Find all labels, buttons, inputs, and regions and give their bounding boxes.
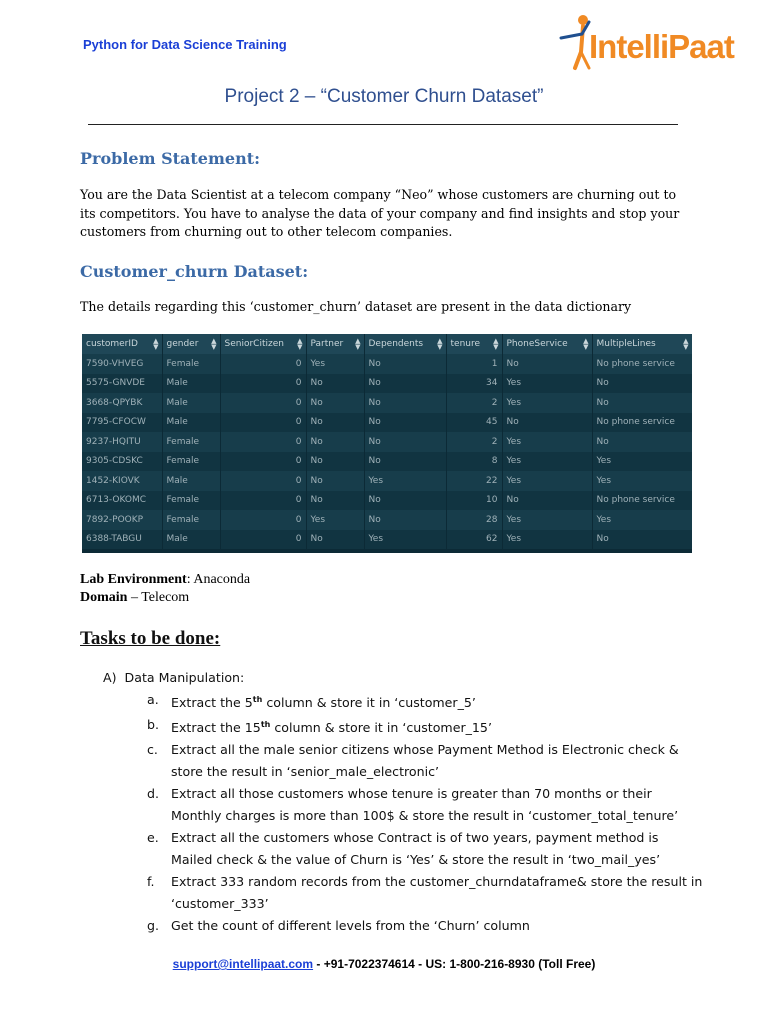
table-cell: Male [162, 471, 220, 491]
task-label: a. [147, 692, 159, 707]
sort-icon[interactable]: ▲ ▼ [211, 337, 217, 351]
table-cell: 7795-CFOCW [82, 413, 162, 433]
table-cell: No [364, 491, 446, 511]
table-cell: 1452-KIOVK [82, 471, 162, 491]
task-text [171, 827, 703, 871]
column-header[interactable] [364, 334, 446, 354]
table-cell: Yes [502, 374, 592, 394]
column-header-label: SeniorCitizen [224, 339, 284, 349]
table-cell: No [364, 452, 446, 472]
table-cell: 0 [220, 374, 306, 394]
table-cell: 10 [446, 491, 502, 511]
sort-icon[interactable]: ▲ ▼ [297, 337, 303, 351]
dataset-table [82, 334, 692, 553]
task-text-main: Extract the 15 [171, 720, 261, 736]
table-cell: No [364, 374, 446, 394]
column-header-label: Dependents [368, 339, 424, 349]
table-cell: No [364, 432, 446, 452]
table-cell: No [364, 413, 446, 433]
domain-label: Domain [80, 590, 128, 605]
column-header-label: gender [166, 339, 199, 349]
task-text-main: Get the count of different levels from the ‘Churn’ column [171, 918, 530, 934]
task-item [103, 739, 703, 783]
task-text-rest: column & store it in ‘customer_15’ [270, 720, 492, 736]
task-item [103, 714, 703, 739]
lab-label: Lab Environment [80, 572, 187, 587]
table-cell: 28 [446, 510, 502, 530]
table-row [82, 452, 692, 472]
task-text-main: Extract all those customers whose tenure is greater than 70 months or their Monthly charges is more than 100$ & store the result in ‘customer_total_tenure’ [171, 786, 679, 824]
table-cell: No [502, 491, 592, 511]
task-item [103, 915, 703, 937]
problem-text: You are the Data Scientist at a telecom company “Neo” whose customers are churning out to its competitors. You have to analyse the data of your company and find insights and stop your customers from churning out to other telecom companies. [80, 187, 680, 239]
table-cell: Female [162, 491, 220, 511]
table-cell: Yes [306, 354, 364, 374]
table-row [82, 393, 692, 413]
task-label: b. [147, 717, 159, 733]
task-text [171, 915, 703, 937]
task-label: d. [147, 786, 159, 802]
training-title: Python for Data Science Training [83, 37, 287, 52]
table-cell: 3668-QPYBK [82, 393, 162, 413]
column-header[interactable] [306, 334, 364, 354]
table-row [82, 491, 692, 511]
lab-value: : Anaconda [186, 572, 251, 587]
table-row [82, 432, 692, 452]
column-header[interactable] [502, 334, 592, 354]
domain-value: – Telecom [127, 590, 190, 605]
table-cell: Yes [364, 471, 446, 491]
task-item [103, 827, 703, 871]
table-cell: 6388-TABGU [82, 530, 162, 550]
table-cell: Female [162, 432, 220, 452]
table-cell: Yes [592, 510, 692, 530]
column-header[interactable] [162, 334, 220, 354]
column-header-label: tenure [450, 339, 481, 349]
table-cell: 62 [446, 530, 502, 550]
sort-icon[interactable]: ▲ ▼ [355, 337, 361, 351]
table-cell: No phone service [592, 413, 692, 433]
task-item [103, 689, 703, 714]
task-text [171, 783, 703, 827]
sort-icon[interactable]: ▲ ▼ [153, 337, 159, 351]
dataset-heading: Customer_churn Dataset: [80, 262, 309, 281]
table-cell: 45 [446, 413, 502, 433]
table-cell: 0 [220, 432, 306, 452]
task-text [171, 714, 703, 739]
table-cell: 9237-HQITU [82, 432, 162, 452]
table-cell: Male [162, 393, 220, 413]
table-cell: Yes [502, 510, 592, 530]
table-cell: No [592, 374, 692, 394]
page-title: Project 2 – “Customer Churn Dataset” [224, 86, 544, 107]
table-cell: Yes [364, 530, 446, 550]
table-cell: No [364, 393, 446, 413]
table-cell: 22 [446, 471, 502, 491]
column-header[interactable] [446, 334, 502, 354]
table-cell: 7590-VHVEG [82, 354, 162, 374]
intellipaat-logo [553, 12, 734, 74]
task-text-rest: column & store it in ‘customer_5’ [262, 695, 476, 711]
table-cell: 0 [220, 510, 306, 530]
table-cell: No [306, 452, 364, 472]
table-cell: No phone service [592, 491, 692, 511]
table-cell: No [306, 374, 364, 394]
title-divider [88, 124, 678, 125]
task-text-main: Extract all the male senior citizens whose Payment Method is Electronic check & store the result in ‘senior_male_electronic’ [171, 742, 679, 780]
table-cell: Yes [502, 530, 592, 550]
problem-heading: Problem Statement: [80, 149, 260, 168]
table-cell: Yes [502, 471, 592, 491]
table-cell: Female [162, 452, 220, 472]
task-text-main: Extract all the customers whose Contract is of two years, payment method is Mailed check & the value of Churn is ‘Yes’ & store the result in ‘two_mail_yes’ [171, 830, 661, 868]
table-cell: 0 [220, 491, 306, 511]
table-cell: 2 [446, 432, 502, 452]
table-cell: 1 [446, 354, 502, 374]
task-label: e. [147, 830, 159, 846]
column-header-label: PhoneService [506, 339, 568, 349]
table-cell: No [306, 393, 364, 413]
table-row [82, 530, 692, 550]
column-header-label: Partner [310, 339, 344, 349]
section-label: A) [103, 670, 117, 685]
table-cell: No [306, 471, 364, 491]
table-cell: No [364, 510, 446, 530]
table-cell: Female [162, 510, 220, 530]
column-header[interactable] [82, 334, 162, 354]
table-cell: 9305-CDSKC [82, 452, 162, 472]
sort-icon[interactable]: ▲ ▼ [437, 337, 443, 351]
table-cell: 0 [220, 354, 306, 374]
table-cell: No [306, 491, 364, 511]
table-cell: Yes [306, 510, 364, 530]
task-item [103, 783, 703, 827]
table-cell: Yes [502, 432, 592, 452]
table-cell: Yes [502, 452, 592, 472]
table-cell: Yes [502, 393, 592, 413]
table-row [82, 413, 692, 433]
column-header[interactable] [220, 334, 306, 354]
table-cell: 6713-OKOMC [82, 491, 162, 511]
task-label: g. [147, 918, 159, 934]
table-cell: 0 [220, 471, 306, 491]
support-email-link[interactable]: support@intellipaat.com [172, 957, 314, 971]
section-title: Data Manipulation: [124, 670, 245, 685]
table-header-row [82, 334, 692, 354]
table-cell: 0 [220, 452, 306, 472]
table-cell: No [592, 530, 692, 550]
table-cell: No [502, 413, 592, 433]
sort-icon[interactable]: ▲ ▼ [583, 337, 589, 351]
table-cell: Female [162, 354, 220, 374]
task-section [103, 667, 703, 689]
table-cell: No [306, 530, 364, 550]
table-row [82, 354, 692, 374]
table-cell: Male [162, 374, 220, 394]
ordinal-suffix: th [252, 695, 263, 704]
table-row [82, 471, 692, 491]
task-list [103, 667, 703, 937]
table-cell: 34 [446, 374, 502, 394]
footer-contact: - +91-7022374614 - US: 1-800-216-8930 (Toll Free) [313, 957, 596, 971]
table-cell: Male [162, 530, 220, 550]
tasks-heading: Tasks to be done: [80, 628, 221, 649]
task-label: c. [147, 742, 158, 758]
table-cell: 0 [220, 530, 306, 550]
task-text-main: Extract 333 random records from the customer_churndataframe& store the result in ‘customer_333’ [171, 874, 703, 912]
task-text-main: Extract the 5 [171, 695, 253, 711]
table-cell: Yes [592, 471, 692, 491]
table-cell: 7892-POOKP [82, 510, 162, 530]
table-cell: Male [162, 413, 220, 433]
dataset-text: The details regarding this ‘customer_churn’ dataset are present in the data dictionary [80, 299, 632, 314]
ordinal-suffix: th [260, 720, 271, 730]
table-cell: No [364, 354, 446, 374]
table-cell: No [306, 432, 364, 452]
table-cell: 8 [446, 452, 502, 472]
task-item [103, 871, 703, 915]
table-cell: No [592, 432, 692, 452]
logo-figure-icon [553, 12, 593, 74]
environment-info [80, 571, 250, 607]
column-header-label: customerID [86, 339, 138, 349]
table-cell: No [592, 393, 692, 413]
logo-wordmark: IntelliPaat [589, 28, 734, 65]
sort-icon[interactable]: ▲ ▼ [493, 337, 499, 351]
footer [0, 957, 768, 971]
table-cell: No [306, 413, 364, 433]
table-cell: 5575-GNVDE [82, 374, 162, 394]
column-header[interactable] [592, 334, 692, 354]
table-cell: No phone service [592, 354, 692, 374]
table-cell: No [502, 354, 592, 374]
task-text [171, 871, 703, 915]
table-cell: 0 [220, 413, 306, 433]
table-cell: 2 [446, 393, 502, 413]
sort-icon[interactable]: ▲ ▼ [683, 337, 689, 351]
table-cell: 0 [220, 393, 306, 413]
table-row [82, 510, 692, 530]
table-row [82, 374, 692, 394]
column-header-label: MultipleLines [596, 339, 656, 349]
table-cell: Yes [592, 452, 692, 472]
task-label: f. [147, 874, 155, 890]
task-text [171, 689, 703, 714]
task-text [171, 739, 703, 783]
